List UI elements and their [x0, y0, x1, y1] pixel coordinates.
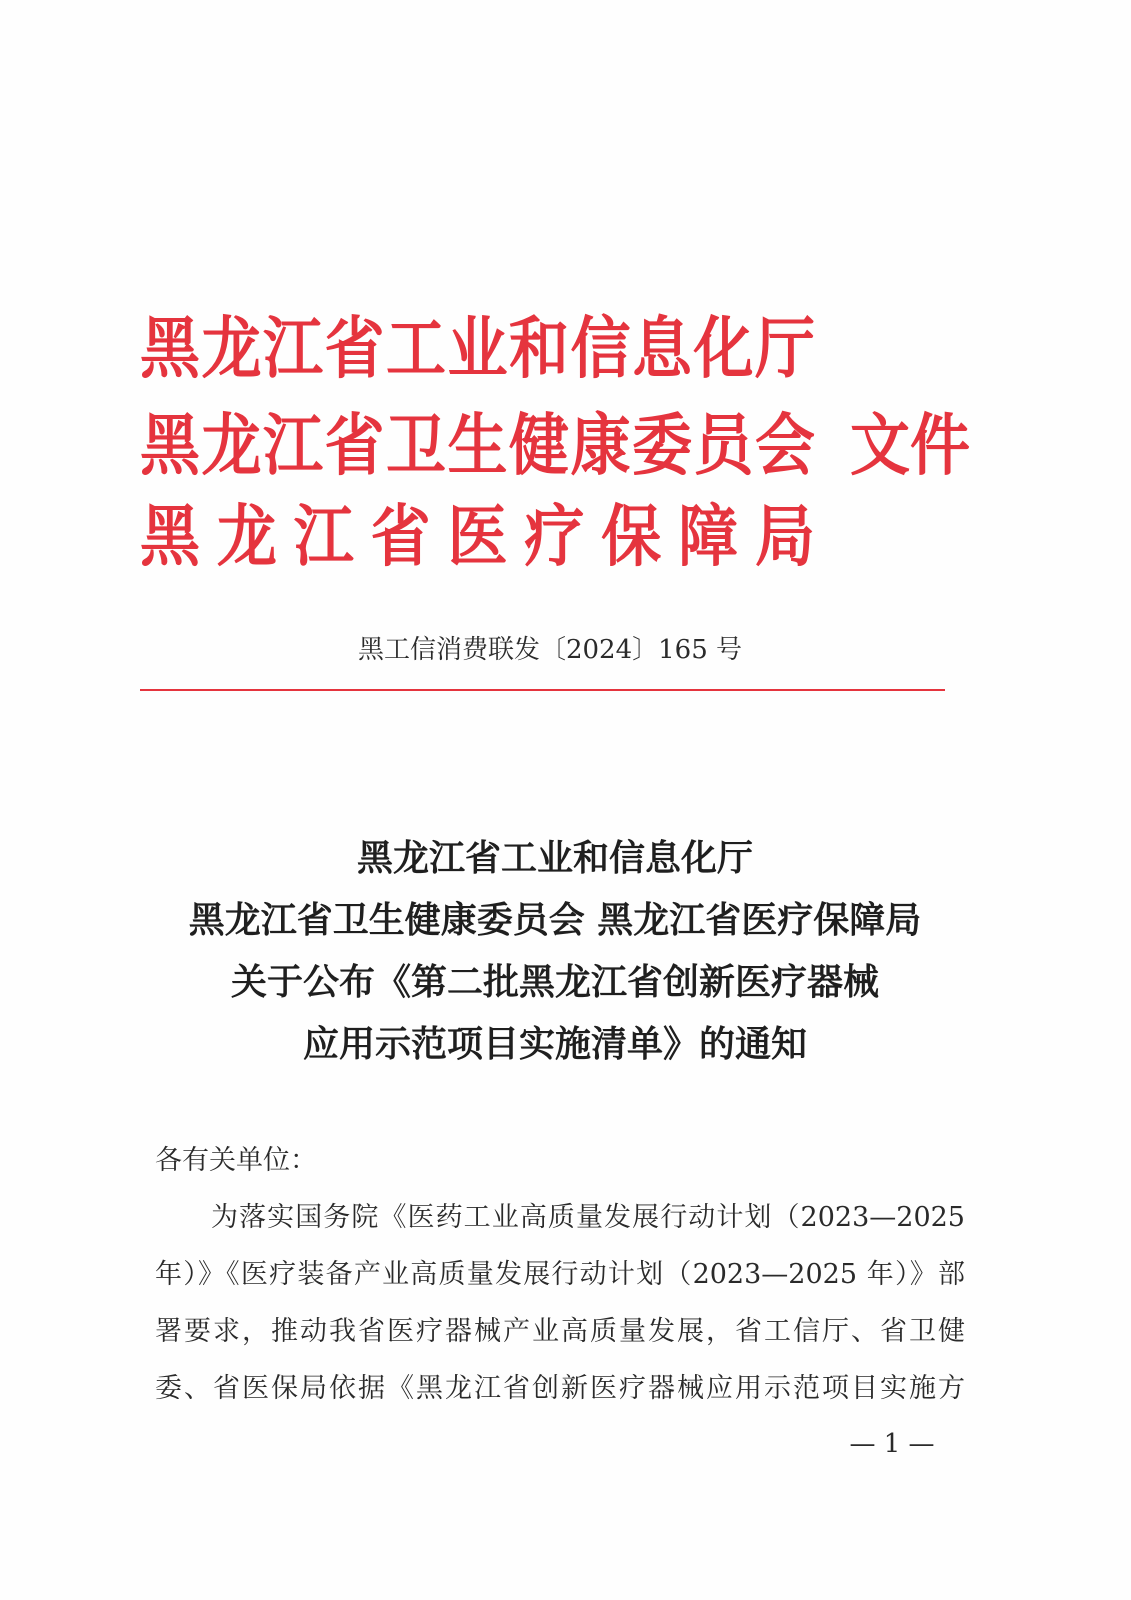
- salutation: 各有关单位：: [155, 1145, 317, 1176]
- issuer-industry-it-department: 黑龙江省工业和信息化厅: [140, 310, 815, 389]
- issuer-health-commission: 黑龙江省卫生健康委员会: [140, 407, 815, 486]
- body-line: 署要求，推动我省医疗器械产业高质量发展，省工信厅、省卫健: [155, 1316, 965, 1347]
- title-line: 应用示范项目实施清单》的通知: [302, 1023, 807, 1065]
- red-separator-line: [140, 689, 945, 691]
- document-title: [140, 827, 970, 1075]
- document-type-label: 文件: [850, 407, 970, 486]
- page-number: — 1 —: [849, 1429, 935, 1459]
- title-line: 黑龙江省工业和信息化厅: [356, 837, 753, 879]
- body-line: 为落实国务院《医药工业高质量发展行动计划（2023—2025: [211, 1202, 965, 1233]
- body-line: 年）》《医疗装备产业高质量发展行动计划（2023—2025 年）》部: [155, 1259, 965, 1290]
- issuer-medical-security-bureau: 黑龙江省医疗保障局: [140, 498, 815, 577]
- document-body: [155, 1132, 965, 1417]
- title-line: 黑龙江省卫生健康委员会 黑龙江省医疗保障局: [188, 899, 922, 941]
- body-line: 委、省医保局依据《黑龙江省创新医疗器械应用示范项目实施方: [155, 1373, 965, 1404]
- document-number: 黑工信消费联发〔2024〕165 号: [357, 635, 743, 665]
- title-line: 关于公布《第二批黑龙江省创新医疗器械: [230, 961, 879, 1003]
